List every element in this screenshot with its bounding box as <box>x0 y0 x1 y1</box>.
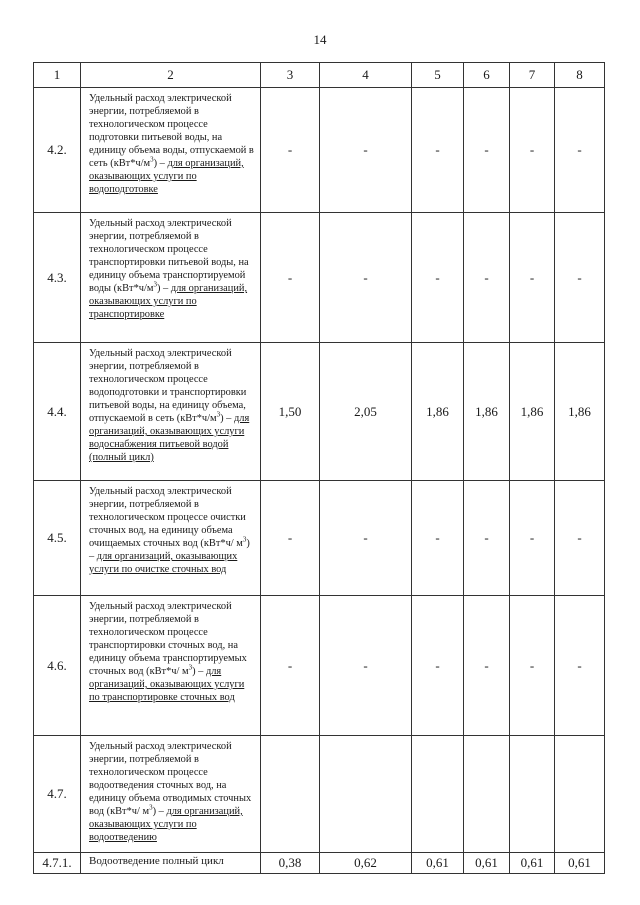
row-description <box>81 213 261 343</box>
row-description <box>81 343 261 481</box>
column-header: 4 <box>320 63 412 88</box>
value-cell: 1,86 <box>510 343 555 481</box>
value-cell: - <box>510 213 555 343</box>
row-number: 4.7.1. <box>34 853 81 874</box>
table-header-row <box>34 63 605 88</box>
superscript: 3 <box>242 535 247 544</box>
value-cell <box>412 736 464 853</box>
description-text: Удельный расход электрической энергии, потребляемой в технологическом процессе водоотведения сточных вод, на единицу объема отводимых сточных вод (кВт*ч/ м <box>89 741 252 817</box>
row-description <box>81 853 261 874</box>
value-cell <box>320 736 412 853</box>
value-cell: 1,50 <box>261 343 320 481</box>
description-underlined: для организаций, оказывающих услуги по транспортировке <box>89 283 248 320</box>
row-description <box>81 88 261 213</box>
description-text-after: ) – <box>152 806 167 817</box>
value-cell: 0,38 <box>261 853 320 874</box>
description-text: Удельный расход электрической энергии, потребляемой в технологическом процессе транспортировки сточных вод, на единицу объема транспортируемых сточных вод (кВт*ч/ м <box>89 601 247 677</box>
value-cell: - <box>510 481 555 596</box>
description-text-after: ) – <box>89 538 250 562</box>
table-row <box>34 88 605 213</box>
row-description <box>81 736 261 853</box>
row-description <box>81 596 261 736</box>
description-text: Удельный расход электрической энергии, потребляемой в технологическом процессе водоподготовки и транспортировки питьевой воды, на единицу объема, отпускаемой в сеть (кВт*ч/м <box>89 348 247 424</box>
value-cell <box>261 736 320 853</box>
description-underlined: для организаций, оказывающих услуги по транспортировке сточных вод <box>89 666 245 703</box>
value-cell: - <box>555 596 605 736</box>
row-description <box>81 481 261 596</box>
value-cell: - <box>320 481 412 596</box>
superscript: 3 <box>216 410 221 419</box>
table-row <box>34 213 605 343</box>
description-underlined: для организаций, оказывающих услуги водоснабжения питьевой водой (полный цикл) <box>89 413 250 463</box>
column-header: 8 <box>555 63 605 88</box>
value-cell <box>510 736 555 853</box>
description-text-after: ) – <box>156 283 171 294</box>
value-cell <box>464 736 510 853</box>
column-header: 5 <box>412 63 464 88</box>
column-header: 1 <box>34 63 81 88</box>
description-text: Удельный расход электрической энергии, потребляемой в технологическом процессе транспортировки питьевой воды, на единицу объема транспортируемой воды (кВт*ч/м <box>89 218 249 294</box>
value-cell: - <box>320 213 412 343</box>
value-cell: - <box>320 88 412 213</box>
value-cell: - <box>412 88 464 213</box>
value-cell: 0,61 <box>510 853 555 874</box>
row-number: 4.6. <box>34 596 81 736</box>
table-row <box>34 481 605 596</box>
value-cell: 1,86 <box>412 343 464 481</box>
column-header: 6 <box>464 63 510 88</box>
value-cell: - <box>261 88 320 213</box>
value-cell: - <box>412 213 464 343</box>
table-row <box>34 736 605 853</box>
description-text: Удельный расход электрической энергии, потребляемой в технологическом процессе подготовки питьевой воды, на единицу объема воды, отпускаемой в сеть (кВт*ч/м <box>89 93 254 169</box>
page-number: 14 <box>313 32 327 47</box>
superscript: 3 <box>153 280 157 289</box>
table-row <box>34 853 605 874</box>
description-text-after: ) – <box>153 158 168 169</box>
value-cell: - <box>555 481 605 596</box>
description-text-after: ) – <box>220 413 234 424</box>
column-header: 7 <box>510 63 555 88</box>
value-cell: - <box>464 213 510 343</box>
value-cell: - <box>261 596 320 736</box>
description-text: Удельный расход электрической энергии, потребляемой в технологическом процессе очистки сточных вод, на единицу объема очищаемых сточных вод (кВт*ч/ м <box>89 486 246 549</box>
value-cell: - <box>464 88 510 213</box>
value-cell: - <box>261 481 320 596</box>
row-number: 4.5. <box>34 481 81 596</box>
row-number: 4.7. <box>34 736 81 853</box>
row-number: 4.2. <box>34 88 81 213</box>
value-cell: 0,61 <box>555 853 605 874</box>
value-cell: 0,61 <box>412 853 464 874</box>
value-cell <box>555 736 605 853</box>
row-number: 4.4. <box>34 343 81 481</box>
value-cell: - <box>320 596 412 736</box>
value-cell: - <box>555 88 605 213</box>
table-row <box>34 596 605 736</box>
value-cell: 0,61 <box>464 853 510 874</box>
value-cell: - <box>261 213 320 343</box>
value-cell: - <box>555 213 605 343</box>
description-text-after: ) – <box>192 666 206 677</box>
value-cell: 2,05 <box>320 343 412 481</box>
value-cell: - <box>412 596 464 736</box>
value-cell: - <box>510 596 555 736</box>
indicators-table <box>33 62 605 874</box>
column-header: 3 <box>261 63 320 88</box>
value-cell: - <box>412 481 464 596</box>
value-cell: 0,62 <box>320 853 412 874</box>
description-underlined: для организаций, оказывающих услуги по водоподготовке <box>89 158 244 195</box>
column-header: 2 <box>81 63 261 88</box>
value-cell: - <box>464 481 510 596</box>
description-underlined: для организаций, оказывающих услуги по водоотведению <box>89 806 243 843</box>
value-cell: - <box>464 596 510 736</box>
value-cell: 1,86 <box>464 343 510 481</box>
superscript: 3 <box>188 663 193 672</box>
value-cell: - <box>510 88 555 213</box>
superscript: 3 <box>149 803 153 812</box>
superscript: 3 <box>150 155 154 164</box>
description-text: Водоотведение полный цикл <box>89 855 224 867</box>
value-cell: 1,86 <box>555 343 605 481</box>
description-underlined: для организаций, оказывающих услуги по очистке сточных вод <box>89 551 238 575</box>
row-number: 4.3. <box>34 213 81 343</box>
table-row <box>34 343 605 481</box>
